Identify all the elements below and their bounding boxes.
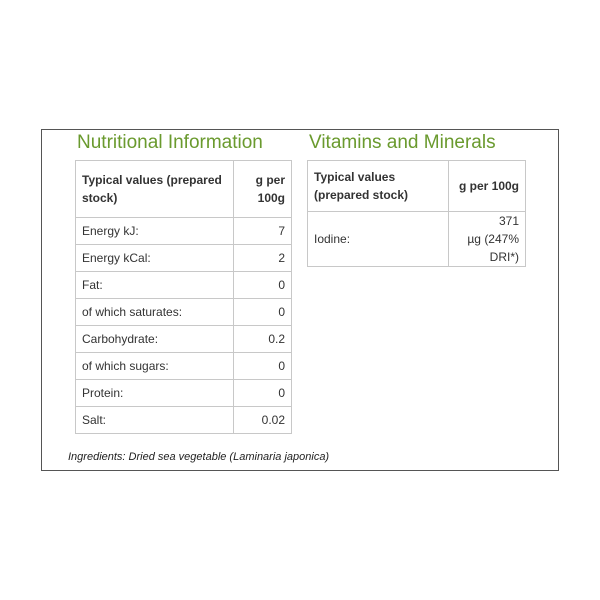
vitamins-header-label: Typical values (prepared stock)	[308, 161, 449, 212]
nutrition-header-label: Typical values (prepared stock)	[76, 161, 234, 218]
vitamins-table-header	[308, 161, 526, 212]
row-label-fat: Fat:	[76, 272, 234, 299]
row-label-protein: Protein:	[76, 380, 234, 407]
table-row	[76, 272, 292, 299]
row-label-energy-kcal: Energy kCal:	[76, 245, 234, 272]
ingredients-text: Ingredients: Dried sea vegetable (Laminaria japonica)	[68, 451, 330, 463]
row-label-carbohydrate: Carbohydrate:	[76, 326, 234, 353]
row-label-iodine: Iodine:	[308, 212, 449, 267]
table-row	[76, 407, 292, 434]
row-value-energy-kcal: 2	[234, 245, 292, 272]
vitamins-header-unit: g per 100g	[449, 161, 526, 212]
nutrition-table	[75, 160, 292, 434]
table-row	[76, 326, 292, 353]
nutrition-panel	[41, 129, 559, 471]
nutrition-table-header	[76, 161, 292, 218]
table-row	[76, 380, 292, 407]
table-row	[76, 353, 292, 380]
row-label-saturates: of which saturates:	[76, 299, 234, 326]
row-value-iodine	[449, 212, 526, 267]
iodine-unit: µg (247% DRI*)	[467, 232, 519, 264]
table-row	[76, 218, 292, 245]
row-value-fat: 0	[234, 272, 292, 299]
row-value-protein: 0	[234, 380, 292, 407]
table-row	[308, 212, 526, 267]
row-value-sugars: 0	[234, 353, 292, 380]
nutrition-header-unit: g per 100g	[234, 161, 292, 218]
row-value-energy-kj: 7	[234, 218, 292, 245]
row-label-salt: Salt:	[76, 407, 234, 434]
table-row	[76, 245, 292, 272]
row-label-sugars: of which sugars:	[76, 353, 234, 380]
vitamins-table	[307, 160, 526, 267]
table-row	[76, 299, 292, 326]
nutritional-information-heading: Nutritional Information	[77, 132, 263, 153]
row-label-energy-kj: Energy kJ:	[76, 218, 234, 245]
row-value-salt: 0.02	[234, 407, 292, 434]
vitamins-minerals-heading: Vitamins and Minerals	[309, 132, 496, 153]
row-value-saturates: 0	[234, 299, 292, 326]
row-value-carbohydrate: 0.2	[234, 326, 292, 353]
iodine-amount: 371	[498, 214, 519, 228]
